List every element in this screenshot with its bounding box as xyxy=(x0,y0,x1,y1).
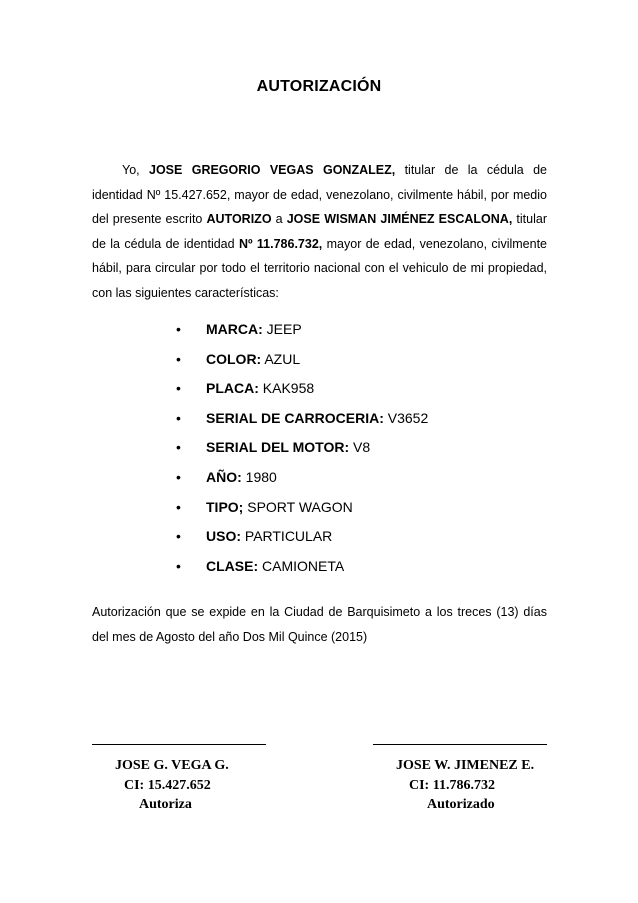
document-title: AUTORIZACIÓN xyxy=(256,78,382,95)
item-value: V8 xyxy=(349,439,371,456)
list-item xyxy=(176,497,428,527)
signature-line-right xyxy=(373,744,547,745)
bullet-icon: • xyxy=(176,350,181,367)
list-item xyxy=(176,408,428,438)
item-label: SERIAL DE CARROCERIA: xyxy=(206,409,384,426)
signer-id: CI: 11.786.732 xyxy=(409,777,495,793)
grantee-name: JOSE WISMAN JIMÉNEZ ESCALONA, xyxy=(286,212,513,226)
item-value: JEEP xyxy=(262,321,302,337)
signer-name: JOSE G. VEGA G. xyxy=(115,758,229,773)
item-value: V3652 xyxy=(383,409,429,426)
bullet-icon: • xyxy=(176,528,181,545)
item-value: KAK958 xyxy=(258,380,315,397)
bullet-icon: • xyxy=(176,409,181,426)
signature-block-left xyxy=(115,756,229,815)
list-item xyxy=(176,349,428,379)
item-label: TIPO; xyxy=(206,498,244,515)
paragraph-text-5: mayor de edad, venezolano, civilmente hábil, para circular por todo el territorio nacional con el vehiculo de mi propiedad, con las siguientes características: xyxy=(92,236,547,300)
list-item xyxy=(176,556,428,586)
item-value: PARTICULAR xyxy=(241,528,333,545)
item-label: SERIAL DEL MOTOR: xyxy=(206,439,350,456)
bullet-icon: • xyxy=(176,498,181,515)
grantee-id: Nº 11.786.732, xyxy=(238,236,323,251)
closing-paragraph: Autorización que se expide en la Ciudad de Barquisimeto a los treces (13) días del mes de Agosto del año Dos Mil Quince (2015) xyxy=(92,605,547,644)
item-label: CLASE: xyxy=(206,557,259,574)
paragraph-text-2: titular de la cédula de identidad Nº 15.427.652, mayor de edad, venezolano, civilmente hábil, por medio del presente escrito xyxy=(92,163,547,226)
item-value: CAMIONETA xyxy=(258,557,345,574)
bullet-icon: • xyxy=(176,321,181,337)
item-label: PLACA: xyxy=(206,380,259,397)
list-item xyxy=(176,526,428,556)
paragraph-text-1: Yo, xyxy=(122,163,149,177)
paragraph-text-3: a xyxy=(271,212,287,226)
signer-name: JOSE W. JIMENEZ E. xyxy=(396,758,535,773)
item-label: MARCA: xyxy=(206,321,263,337)
bullet-icon: • xyxy=(176,557,181,574)
item-label: COLOR: xyxy=(206,350,262,367)
authorize-word: AUTORIZO xyxy=(206,212,272,226)
item-label: AÑO: xyxy=(206,468,242,485)
signature-line-left xyxy=(92,744,266,745)
grantor-name: JOSE GREGORIO VEGAS GONZALEZ, xyxy=(149,163,396,177)
list-item xyxy=(176,467,428,497)
signer-role: Autoriza xyxy=(139,797,192,812)
paragraph-text-4: titular de la cédula de identidad xyxy=(92,212,547,251)
authorization-paragraph xyxy=(92,158,547,305)
item-value: 1980 xyxy=(241,468,277,485)
list-item xyxy=(176,437,428,467)
signer-id: CI: 15.427.652 xyxy=(124,777,211,793)
item-label: USO: xyxy=(206,528,241,545)
item-value: SPORT WAGON xyxy=(243,498,353,515)
signer-role: Autorizado xyxy=(427,797,495,812)
bullet-icon: • xyxy=(176,439,181,456)
list-item xyxy=(176,319,428,349)
list-item xyxy=(176,378,428,408)
item-value: AZUL xyxy=(261,350,301,367)
vehicle-details-list xyxy=(176,319,428,585)
signature-block-right xyxy=(396,756,534,815)
bullet-icon: • xyxy=(176,380,181,397)
bullet-icon: • xyxy=(176,468,181,485)
